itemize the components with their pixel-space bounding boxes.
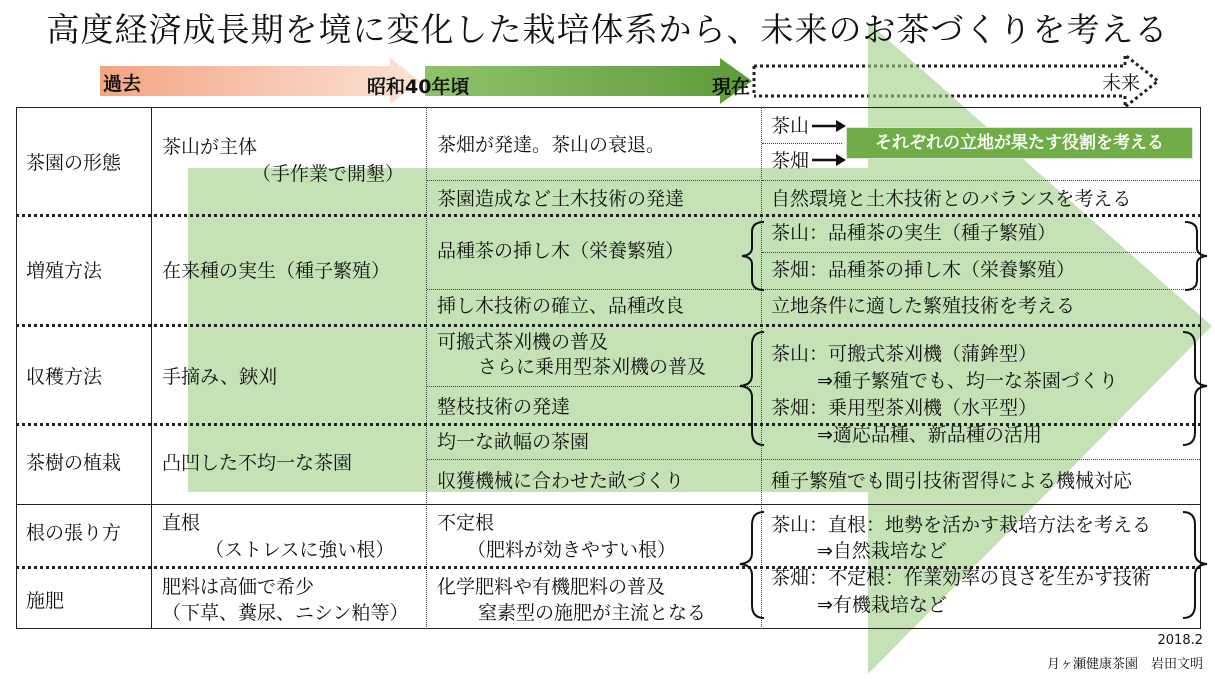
column-divider: [1200, 107, 1201, 629]
cell-text: 茶畑：品種茶の挿し木（栄養繁殖）: [771, 259, 1076, 281]
cell-text: ⇒自然栽培など: [817, 540, 947, 562]
row-label-planting: 茶樹の植栽: [26, 452, 122, 474]
cell-text: 不定根: [437, 512, 495, 534]
cell-text: 茶畑: [771, 150, 810, 172]
cell-text: 肥料は高価で希少: [162, 576, 315, 598]
row-label-form: 茶園の形態: [26, 152, 122, 174]
row-label-roots: 根の張り方: [26, 522, 122, 544]
cell-text: 茶畑が発達。茶山の衰退。: [437, 134, 666, 156]
row-label-propagation: 増殖方法: [26, 260, 103, 282]
cell-text: 収獲機械に合わせた畝づくり: [437, 470, 685, 492]
cell-text: 手摘み、鋏刈: [162, 366, 278, 388]
column-divider: [151, 107, 152, 629]
timeline-future-label: 未来: [1102, 72, 1141, 94]
cell-text: 窒素型の施肥が主流となる: [478, 602, 707, 624]
page-title: 高度経済成長期を境に変化した栽培体系から、未来のお茶づくりを考える: [46, 10, 1169, 49]
cell-text: ⇒有機栽培など: [817, 594, 947, 616]
timeline-past-label: 過去: [103, 73, 142, 95]
sub-divider: [427, 180, 762, 181]
cell-text: 整枝技術の発達: [437, 396, 571, 418]
cell-text: 在来種の実生（種子繁殖）: [162, 260, 391, 282]
cell-text: （手作業で開墾）: [252, 163, 405, 185]
cell-text: 直根: [162, 512, 201, 534]
cell-text: 種子繁殖でも間引技術習得による機械対応: [771, 470, 1133, 492]
sub-divider: [762, 143, 842, 144]
cell-text: 可搬式茶刈機の普及: [437, 331, 609, 353]
sub-divider: [427, 289, 762, 290]
cell-text: 化学肥料や有機肥料の普及: [437, 576, 666, 598]
role-callout-label: それぞれの立地が果たす役割を考える: [846, 127, 1193, 159]
cell-text: 凸凹した不均一な茶園: [162, 452, 353, 474]
cell-text: 茶山が主体: [162, 136, 258, 158]
showa-arrow: [425, 58, 752, 104]
cell-text: 茶園造成など土木技術の発達: [437, 188, 685, 210]
cell-text: 挿し木技術の確立、品種改良: [437, 295, 685, 317]
timeline-showa-label: 昭和40年頃: [367, 76, 470, 98]
sub-divider: [427, 386, 762, 387]
cell-text: 均一な畝幅の茶園: [437, 431, 590, 453]
cell-text: さらに乗用型茶刈機の普及: [478, 356, 707, 378]
sub-divider: [427, 459, 1200, 460]
cell-text: ⇒適応品種、新品種の活用: [817, 424, 1042, 446]
row-divider: [16, 504, 1201, 505]
sub-divider: [762, 289, 1200, 290]
row-label-fertilizer: 施肥: [26, 590, 65, 612]
cell-text: 茶山：品種茶の実生（種子繁殖）: [771, 222, 1057, 244]
row-divider: [16, 214, 1201, 217]
sub-divider: [762, 252, 1200, 253]
row-divider: [16, 324, 1201, 327]
cell-text: （ストレスに強い根）: [205, 539, 395, 561]
future-arrow: [754, 55, 1158, 107]
cell-text: 自然環境と土木技術とのバランスを考える: [771, 188, 1132, 210]
timeline-present-label: 現在: [712, 76, 751, 98]
cell-text: 茶山：可搬式茶刈機（蒲鉾型）: [771, 343, 1038, 365]
row-label-harvest: 収穫方法: [26, 366, 103, 388]
credit-author: 月ヶ瀬健康茶園 岩田文明: [1046, 657, 1203, 672]
column-divider: [426, 107, 427, 629]
sub-divider: [762, 180, 1200, 181]
column-divider: [761, 107, 762, 629]
cell-text: 茶山: [771, 115, 810, 137]
cell-text: 品種茶の挿し木（栄養繁殖）: [437, 240, 685, 262]
cell-text: （肥料が効きやすい根）: [467, 539, 677, 561]
cell-text: 立地条件に適した繁殖技術を考える: [771, 295, 1076, 317]
cell-text: ⇒種子繁殖でも、均一な茶園づくり: [817, 370, 1118, 392]
cell-text: 茶山：直根：地勢を活かす栽培方法を考える: [771, 514, 1152, 536]
cell-text: 茶畑：乗用型茶刈機（水平型）: [771, 397, 1038, 419]
cell-text: 茶畑：不定根：作業効率の良さを生かす技術: [771, 567, 1152, 589]
cell-text: （下草、糞尿、ニシン粕等）: [162, 602, 409, 624]
credit-date: 2018.2: [1157, 633, 1203, 648]
